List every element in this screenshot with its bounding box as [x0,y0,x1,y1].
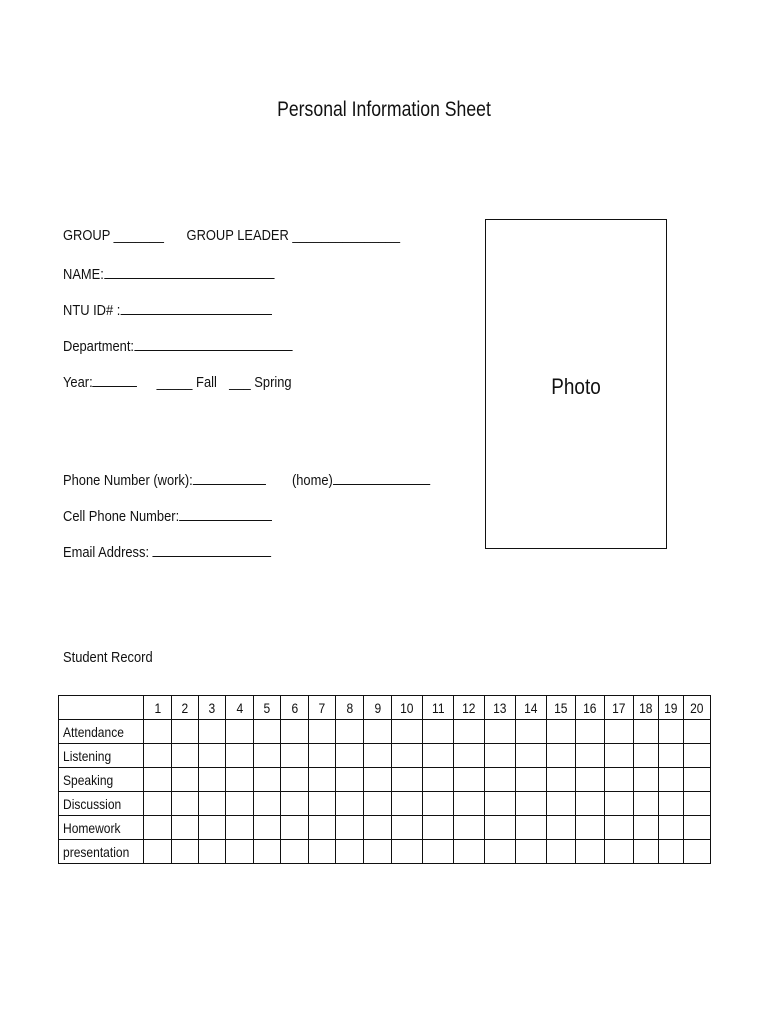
record-cell[interactable] [364,816,392,840]
page-title: Personal Information Sheet [277,98,491,121]
cell-phone-field[interactable] [179,505,272,521]
record-cell[interactable] [634,816,659,840]
record-cell[interactable] [172,744,199,768]
record-cell[interactable] [634,792,659,816]
record-cell[interactable] [309,744,336,768]
record-cell[interactable] [659,720,684,744]
record-cell[interactable] [364,792,392,816]
phone-home-field[interactable] [333,469,430,485]
record-cell[interactable] [172,768,199,792]
record-cell[interactable] [226,768,254,792]
email-line [63,541,271,561]
record-cell[interactable] [605,792,634,816]
record-cell[interactable] [605,840,634,864]
record-cell[interactable] [547,792,576,816]
record-cell[interactable] [172,720,199,744]
name-line [63,263,274,283]
name-label: NAME: [63,266,104,283]
student-record-table [58,695,711,864]
record-cell[interactable] [516,840,547,864]
email-field[interactable] [153,541,272,557]
record-cell[interactable] [423,840,454,864]
record-cell[interactable] [547,816,576,840]
record-cell[interactable] [454,744,485,768]
record-cell[interactable] [254,792,281,816]
record-cell[interactable] [336,840,364,864]
record-cell[interactable] [336,768,364,792]
record-column-header: 14 [516,696,547,720]
record-cell[interactable] [199,792,226,816]
record-cell[interactable] [423,792,454,816]
record-cell[interactable] [605,744,634,768]
record-cell[interactable] [254,768,281,792]
record-cell[interactable] [254,744,281,768]
record-cell[interactable] [172,840,199,864]
record-cell[interactable] [392,816,423,840]
record-column-header: 17 [605,696,634,720]
record-cell[interactable] [423,720,454,744]
record-cell[interactable] [454,840,485,864]
record-cell[interactable] [423,816,454,840]
record-column-header: 12 [454,696,485,720]
record-cell[interactable] [364,840,392,864]
group-leader-blank[interactable]: _______________ [292,227,401,244]
record-cell[interactable] [684,792,711,816]
record-column-header: 13 [485,696,516,720]
group-leader-label: GROUP LEADER [186,227,289,244]
record-cell[interactable] [516,744,547,768]
record-row-label: Listening [59,744,144,768]
year-line [63,371,292,391]
record-cell[interactable] [684,816,711,840]
group-label: GROUP [63,227,111,244]
record-column-header: 2 [172,696,199,720]
record-cell[interactable] [485,744,516,768]
record-cell[interactable] [226,744,254,768]
record-cell[interactable] [634,768,659,792]
record-column-header: 3 [199,696,226,720]
record-cell[interactable] [547,840,576,864]
record-cell[interactable] [485,816,516,840]
record-cell[interactable] [144,840,172,864]
record-cell[interactable] [454,720,485,744]
record-cell[interactable] [199,720,226,744]
record-cell[interactable] [309,840,336,864]
record-cell[interactable] [254,720,281,744]
record-cell[interactable] [364,720,392,744]
record-row [59,840,711,864]
record-column-header: 18 [634,696,659,720]
year-field[interactable] [93,371,138,387]
record-cell[interactable] [199,744,226,768]
phone-work-label: Phone Number (work): [63,472,193,489]
record-cell[interactable] [659,816,684,840]
record-cell[interactable] [634,744,659,768]
record-cell[interactable] [684,840,711,864]
record-cell[interactable] [281,816,309,840]
record-cell[interactable] [226,792,254,816]
record-column-header: 6 [281,696,309,720]
record-row [59,792,711,816]
record-row-label: Homework [59,816,144,840]
record-cell[interactable] [144,816,172,840]
record-cell[interactable] [547,744,576,768]
name-field[interactable] [104,263,274,279]
record-cell[interactable] [281,720,309,744]
record-cell[interactable] [659,792,684,816]
record-cell[interactable] [281,840,309,864]
department-field[interactable] [134,335,292,351]
record-cell[interactable] [281,768,309,792]
record-cell[interactable] [144,768,172,792]
department-label: Department: [63,338,134,355]
phone-home-label: (home) [291,472,333,489]
record-column-header: 11 [423,696,454,720]
ntu-id-line [63,299,272,319]
record-cell[interactable] [423,744,454,768]
record-cell[interactable] [576,792,605,816]
record-cell[interactable] [254,816,281,840]
record-corner-cell [59,696,144,720]
record-cell[interactable] [199,816,226,840]
record-row-label: presentation [59,840,144,864]
record-cell[interactable] [392,744,423,768]
record-cell[interactable] [576,768,605,792]
record-cell[interactable] [309,792,336,816]
photo-box[interactable] [485,219,667,549]
record-cell[interactable] [309,720,336,744]
record-cell[interactable] [144,792,172,816]
cell-phone-label: Cell Phone Number: [63,508,180,525]
fall-blank[interactable]: _____ [156,374,193,391]
record-cell[interactable] [659,840,684,864]
record-cell[interactable] [485,840,516,864]
record-cell[interactable] [392,768,423,792]
record-row-label: Attendance [59,720,144,744]
record-cell[interactable] [364,768,392,792]
group-blank[interactable]: _______ [113,227,164,244]
record-cell[interactable] [336,744,364,768]
record-row [59,816,711,840]
record-cell[interactable] [172,816,199,840]
record-cell[interactable] [576,720,605,744]
group-line [63,227,400,244]
record-column-header: 20 [684,696,711,720]
record-cell[interactable] [684,768,711,792]
record-cell[interactable] [172,792,199,816]
photo-label: Photo [551,374,601,399]
record-cell[interactable] [423,768,454,792]
record-row [59,720,711,744]
record-cell[interactable] [454,768,485,792]
year-label: Year: [63,374,93,391]
record-cell[interactable] [226,840,254,864]
record-cell[interactable] [336,720,364,744]
record-cell[interactable] [516,768,547,792]
record-cell[interactable] [392,792,423,816]
record-column-header: 5 [254,696,281,720]
record-column-header: 10 [392,696,423,720]
record-cell[interactable] [226,720,254,744]
record-column-header: 9 [364,696,392,720]
record-row-label: Speaking [59,768,144,792]
record-cell[interactable] [199,768,226,792]
record-cell[interactable] [144,720,172,744]
phone-work-field[interactable] [193,469,266,485]
record-cell[interactable] [336,792,364,816]
record-cell[interactable] [576,744,605,768]
record-cell[interactable] [576,816,605,840]
record-cell[interactable] [684,720,711,744]
record-cell[interactable] [634,840,659,864]
record-cell[interactable] [454,792,485,816]
record-cell[interactable] [605,816,634,840]
record-cell[interactable] [144,744,172,768]
record-column-header: 7 [309,696,336,720]
record-cell[interactable] [659,768,684,792]
record-column-header: 1 [144,696,172,720]
record-column-header: 16 [576,696,605,720]
department-line [63,335,292,355]
record-column-header: 19 [659,696,684,720]
fall-label: Fall [196,374,217,391]
record-cell[interactable] [454,816,485,840]
record-cell[interactable] [576,840,605,864]
record-cell[interactable] [309,816,336,840]
record-cell[interactable] [226,816,254,840]
record-cell[interactable] [199,840,226,864]
record-cell[interactable] [364,744,392,768]
record-row-label: Discussion [59,792,144,816]
record-cell[interactable] [336,816,364,840]
record-cell[interactable] [309,768,336,792]
phone-line [63,469,430,489]
spring-blank[interactable]: ___ [229,374,251,391]
record-cell[interactable] [659,744,684,768]
record-cell[interactable] [254,840,281,864]
record-cell[interactable] [547,720,576,744]
record-cell[interactable] [605,768,634,792]
record-header-row [59,696,711,720]
record-cell[interactable] [281,744,309,768]
student-record-heading: Student Record [63,649,153,666]
record-cell[interactable] [634,720,659,744]
record-column-header: 4 [226,696,254,720]
record-row [59,744,711,768]
spring-label: Spring [254,374,292,391]
record-cell[interactable] [485,768,516,792]
record-cell[interactable] [392,720,423,744]
record-cell[interactable] [684,744,711,768]
record-column-header: 15 [547,696,576,720]
record-cell[interactable] [485,720,516,744]
record-cell[interactable] [547,768,576,792]
record-column-header: 8 [336,696,364,720]
ntu-id-field[interactable] [120,299,271,315]
record-cell[interactable] [516,720,547,744]
cell-phone-line [63,505,272,525]
record-cell[interactable] [605,720,634,744]
record-row [59,768,711,792]
record-cell[interactable] [392,840,423,864]
record-cell[interactable] [485,792,516,816]
record-cell[interactable] [281,792,309,816]
record-cell[interactable] [516,792,547,816]
record-cell[interactable] [516,816,547,840]
ntu-id-label: NTU ID# : [63,302,121,319]
email-label: Email Address: [63,544,150,561]
